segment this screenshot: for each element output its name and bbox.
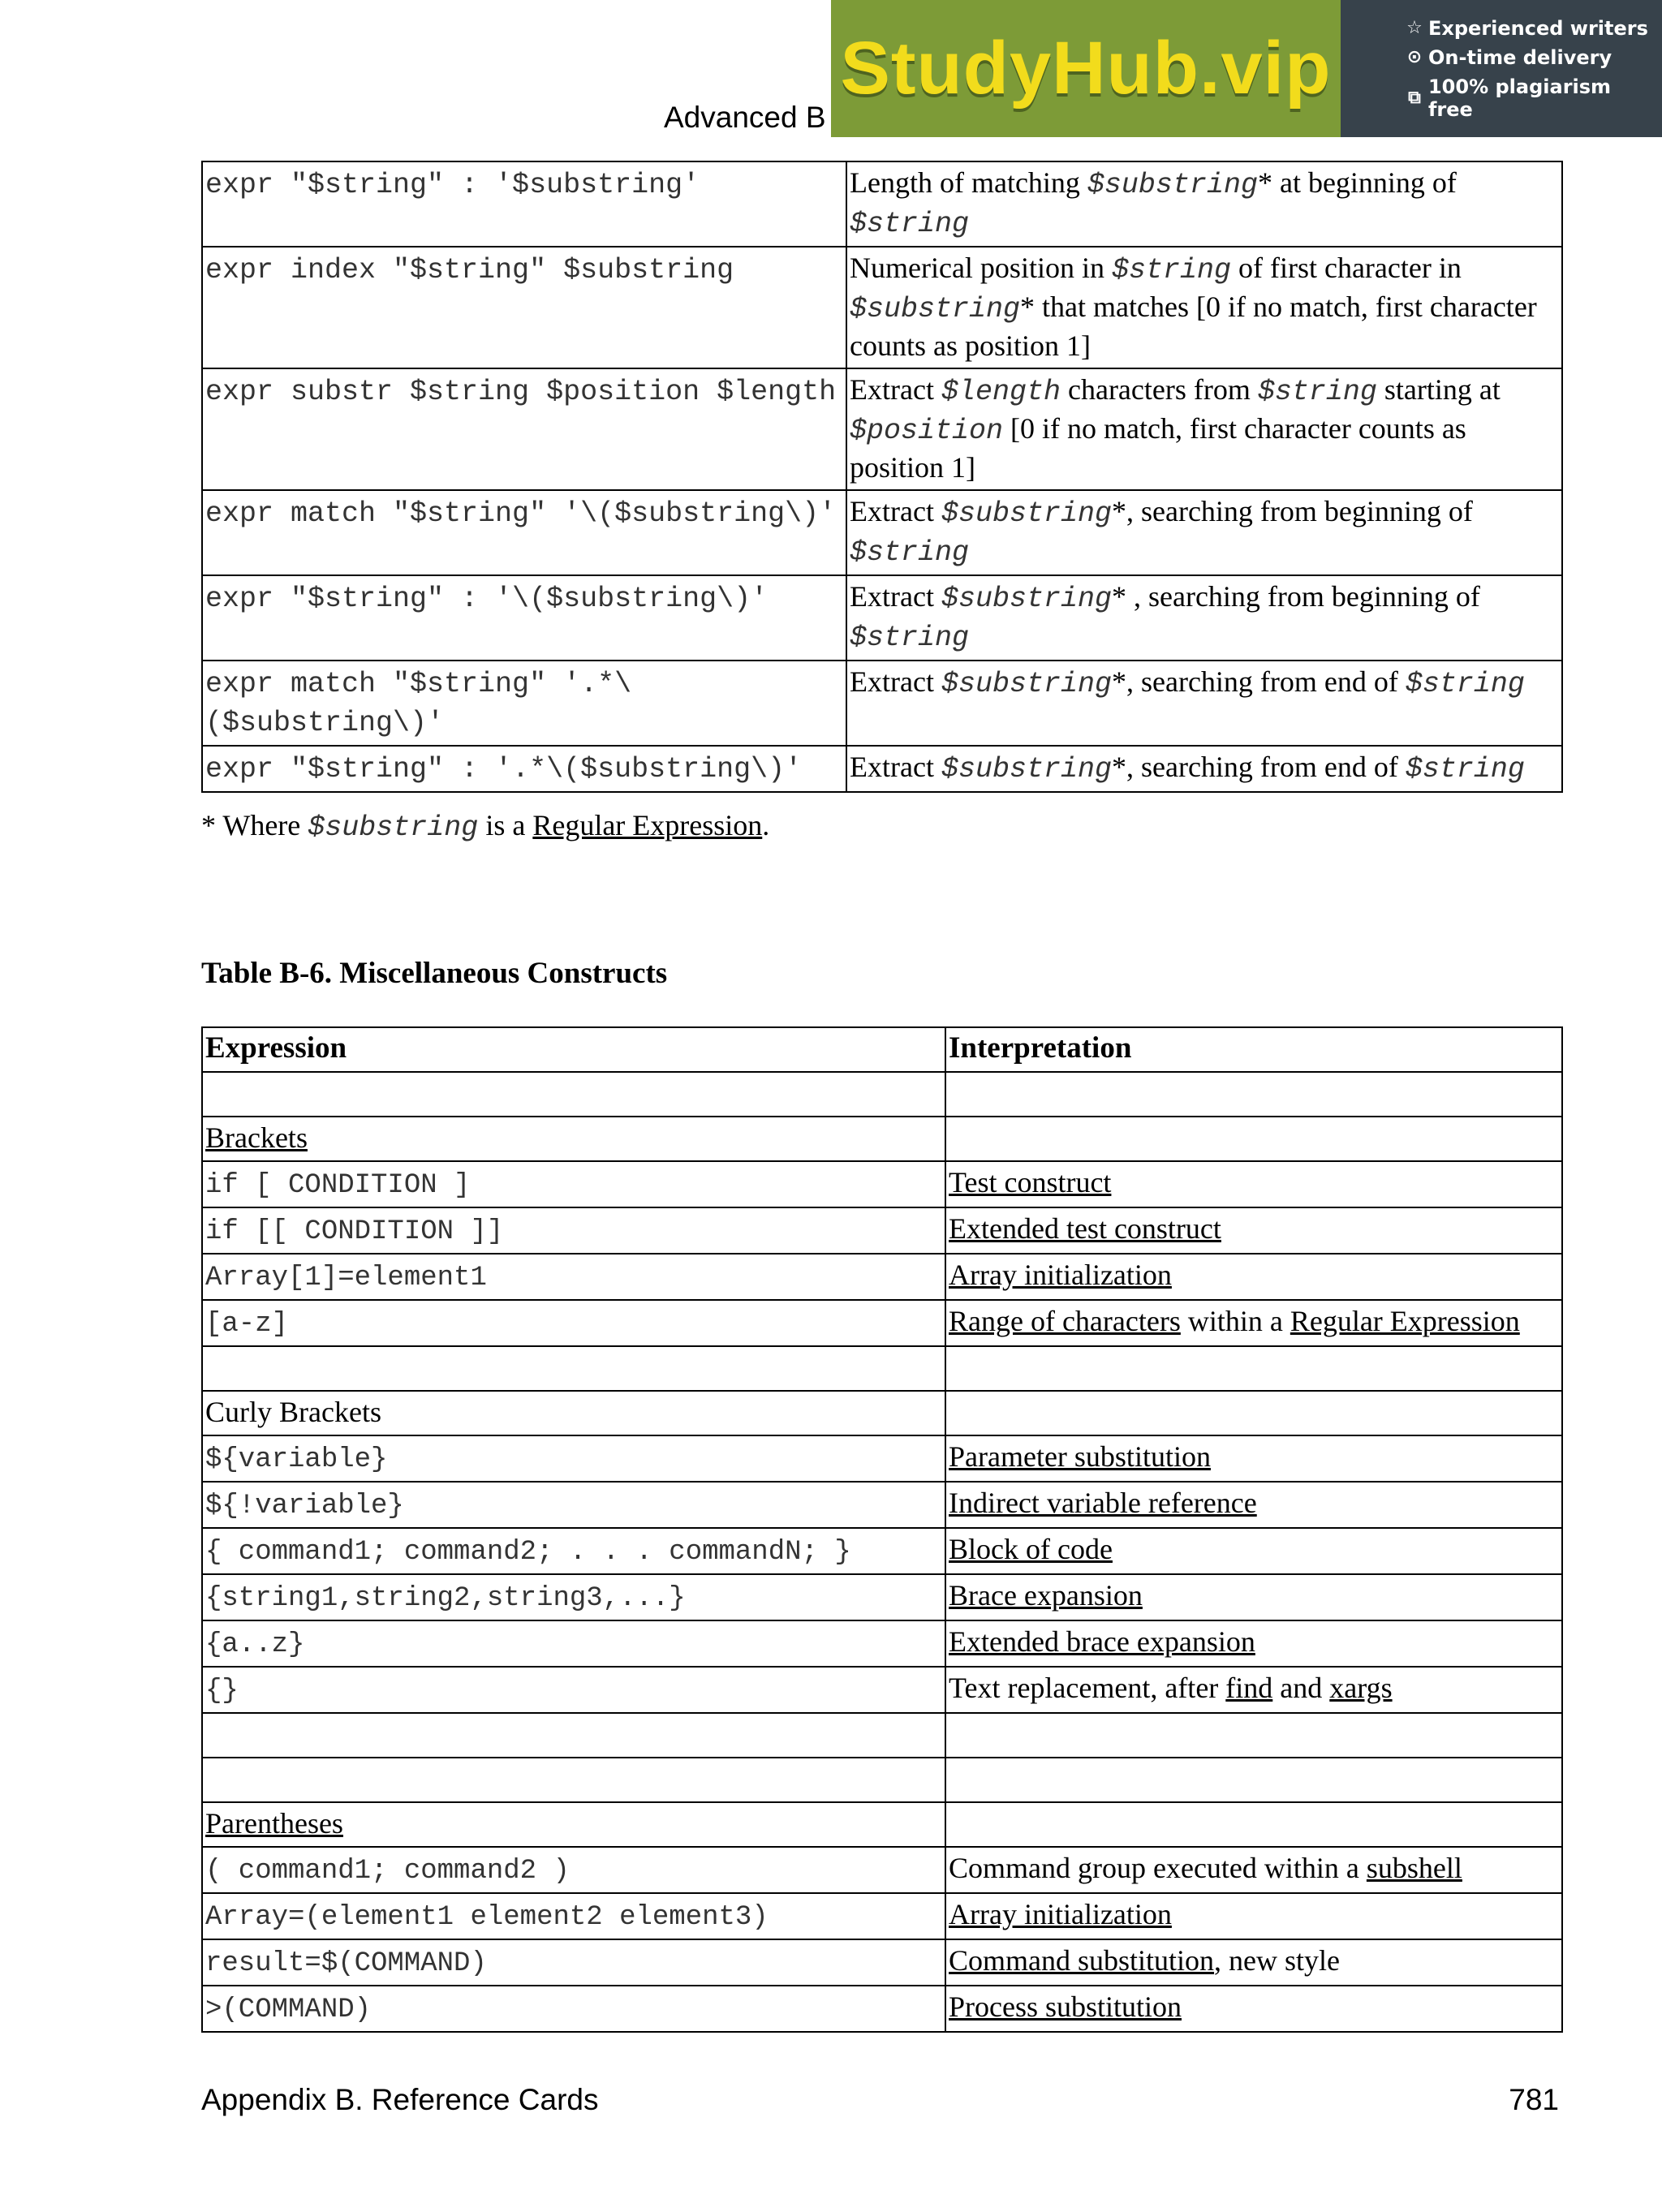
text-fragment: Extract [850,665,941,698]
misc-constructs-table [201,1026,1563,2033]
table-row [202,575,1562,661]
banner-features [1341,0,1662,137]
table-row [202,1713,1562,1758]
interpretation-cell [945,1391,1562,1435]
expression-cell [202,1528,945,1574]
table-row [202,1117,1562,1161]
variable-name: $string [850,622,970,654]
text-fragment: *, searching from beginning of [1112,495,1473,527]
interpretation-cell [945,1802,1562,1847]
interpretation-cell [945,1847,1562,1893]
expression-cell [202,1847,945,1893]
banner-feature [1406,75,1662,121]
link-process-substitution[interactable]: Process substitution [949,1990,1182,2023]
code-expression: if [[ CONDITION ]] [205,1216,504,1247]
code-expression: ${!variable} [205,1491,404,1521]
interpretation-cell [945,1758,1562,1802]
string-operations-table [201,161,1563,793]
banner-feature [1406,17,1662,40]
text-fragment: characters from [1060,373,1258,406]
banner-feature-text: On-time delivery [1428,45,1612,69]
banner-logo-area[interactable] [831,0,1341,137]
table-b6-title: Table B-6. Miscellaneous Constructs [201,957,668,990]
code-expression: Array=(element1 element2 element3) [205,1902,769,1933]
description-cell [846,661,1562,746]
interpretation-cell [945,1161,1562,1207]
table-row [202,247,1562,368]
text-fragment: Curly Brackets [205,1396,381,1428]
table-row [202,1528,1562,1574]
text-fragment: * , searching from beginning of [1112,580,1480,613]
variable-name: $substring [941,583,1112,615]
text-fragment: *, searching from end of [1112,665,1406,698]
expression-cell [202,1802,945,1847]
link-extended-brace-expansion[interactable]: Extended brace expansion [949,1625,1255,1658]
link-regular-expression[interactable]: Regular Expression [1290,1305,1520,1337]
expression-cell [202,1391,945,1435]
table-row [202,1391,1562,1435]
banner-feature [1406,46,1662,69]
expression-cell [202,661,846,746]
code-expression: expr index "$string" $substring [205,254,734,286]
column-header-interpretation: Interpretation [945,1027,1562,1072]
expression-cell [202,490,846,575]
link-range-of-characters[interactable]: Range of characters [949,1305,1181,1337]
expression-cell [202,1939,945,1986]
expression-cell [202,1207,945,1254]
expression-cell [202,1667,945,1713]
table-row [202,746,1562,792]
studyhub-banner[interactable] [831,0,1662,137]
interpretation-cell [945,1072,1562,1117]
variable-name: $string [850,208,970,240]
footer-chapter: Appendix B. Reference Cards [201,2083,599,2116]
text-fragment: Extract [850,495,941,527]
table-row [202,1758,1562,1802]
table-row [202,1847,1562,1893]
text-fragment: and [1272,1672,1330,1704]
link-parameter-substitution[interactable]: Parameter substitution [949,1440,1211,1473]
table-row [202,1435,1562,1482]
interpretation-cell [945,1528,1562,1574]
description-cell [846,368,1562,490]
table-row [202,161,1562,247]
expression-cell [202,247,846,368]
code-expression: expr "$string" : '.*\($substring\)' [205,753,803,785]
code-expression: ${variable} [205,1444,388,1475]
table-row [202,1207,1562,1254]
text-fragment: [0 if no match, first character counts as position 1] [850,412,1466,484]
variable-name: $string [1405,668,1525,700]
code-expression: >(COMMAND) [205,1995,372,2025]
code-expression: if [ CONDITION ] [205,1170,471,1201]
studyhub-logo[interactable]: StudyHub.vip [840,27,1332,110]
text-fragment: is a [478,809,533,841]
link-command-substitution[interactable]: Command substitution [949,1944,1215,1977]
code-expression: expr "$string" : '\($substring\)' [205,583,769,615]
interpretation-cell [945,1300,1562,1346]
link-extended-test-construct[interactable]: Extended test construct [949,1212,1221,1245]
table-row [202,1482,1562,1528]
expression-cell [202,368,846,490]
link-indirect-variable-reference[interactable]: Indirect variable reference [949,1487,1257,1519]
link-test-construct[interactable]: Test construct [949,1166,1112,1199]
variable-name: $substring [941,753,1112,785]
description-cell [846,575,1562,661]
expression-cell [202,1161,945,1207]
table-row [202,1620,1562,1667]
code-expression: [a-z] [205,1309,289,1340]
text-fragment: starting at [1376,373,1501,406]
table-row [202,1667,1562,1713]
variable-name: $length [941,376,1061,408]
variable-name: $substring [308,811,479,844]
text-fragment: * at beginning of [1257,166,1457,199]
page-number: 781 [1509,2083,1559,2116]
variable-name: $substring [941,497,1112,530]
code-expression: expr match "$string" '\($substring\)' [205,497,837,530]
expression-cell [202,1072,945,1117]
table-row [202,1254,1562,1300]
expression-cell [202,1254,945,1300]
table-row [202,368,1562,490]
table-row [202,1893,1562,1939]
interpretation-cell [945,1117,1562,1161]
link-parentheses[interactable]: Parentheses [205,1807,343,1840]
expression-cell [202,1117,945,1161]
code-expression: result=$(COMMAND) [205,1948,487,1979]
text-fragment: * that matches [0 if no match, first character counts as position 1] [850,290,1537,362]
code-expression: ( command1; command2 ) [205,1856,570,1887]
text-fragment: Extract [850,751,941,783]
variable-name: $substring [941,668,1112,700]
interpretation-cell [945,1574,1562,1620]
interpretation-cell [945,1346,1562,1391]
expression-cell [202,1574,945,1620]
expression-cell [202,1435,945,1482]
interpretation-cell [945,1893,1562,1939]
expression-cell [202,575,846,661]
variable-name: $position [850,415,1004,447]
star-icon: ☆ [1406,18,1423,38]
description-cell [846,746,1562,792]
link-array-initialization[interactable]: Array initialization [949,1898,1172,1930]
code-expression: Array[1]=element1 [205,1263,487,1293]
text-fragment: Numerical position in [850,252,1112,284]
code-expression: expr substr $string $position $length [205,376,837,408]
table-row [202,1939,1562,1986]
expression-cell [202,1713,945,1758]
interpretation-cell [945,1435,1562,1482]
variable-name: $string [1257,376,1377,408]
variable-name: $substring [1087,169,1258,201]
interpretation-cell [945,1667,1562,1713]
interpretation-cell [945,1482,1562,1528]
expression-cell [202,1893,945,1939]
text-fragment: Length of matching [850,166,1087,199]
variable-name: $string [1111,254,1231,286]
code-expression: expr match "$string" '.*\($substring\)' [205,668,632,739]
code-expression: {string1,string2,string3,...} [205,1583,686,1614]
clock-icon: ⊙ [1406,47,1423,67]
link-subshell[interactable]: subshell [1366,1852,1462,1884]
description-cell [846,161,1562,247]
banner-feature-text: Experienced writers [1428,16,1648,40]
interpretation-cell [945,1207,1562,1254]
banner-feature-text: 100% plagiarism free [1427,75,1612,121]
expression-cell [202,1620,945,1667]
text-fragment: . [762,809,770,841]
text-fragment: of first character in [1230,252,1462,284]
text-fragment: Extract [850,373,941,406]
interpretation-cell [945,1939,1562,1986]
expression-cell [202,746,846,792]
code-expression: {a..z} [205,1629,305,1660]
table-row [202,1802,1562,1847]
interpretation-cell [945,1620,1562,1667]
running-header: Advanced B [664,101,826,134]
description-cell [846,490,1562,575]
interpretation-cell [945,1986,1562,2032]
code-expression: { command1; command2; . . . commandN; } [205,1537,851,1568]
expression-cell [202,1758,945,1802]
link-brace-expansion[interactable]: Brace expansion [949,1579,1143,1612]
table-row [202,1574,1562,1620]
text-fragment: *, searching from end of [1112,751,1406,783]
link-find[interactable]: find [1225,1672,1273,1704]
code-expression: expr "$string" : '$substring' [205,169,700,201]
link-array-initialization[interactable]: Array initialization [949,1259,1172,1291]
expression-cell [202,1482,945,1528]
link-xargs[interactable]: xargs [1329,1672,1393,1704]
table-row [202,490,1562,575]
text-fragment: Text replacement, after [949,1672,1226,1704]
text-fragment: , new style [1214,1944,1340,1977]
link-regular-expression[interactable]: Regular Expression [532,809,763,841]
table-header-row [202,1027,1562,1072]
variable-name: $string [1405,753,1525,785]
variable-name: $string [850,536,970,569]
interpretation-cell [945,1254,1562,1300]
link-brackets[interactable]: Brackets [205,1121,308,1154]
table-row [202,1300,1562,1346]
text-fragment: Extract [850,580,941,613]
text-fragment: within a [1180,1305,1290,1337]
table-row [202,1161,1562,1207]
table-row [202,661,1562,746]
expression-cell [202,1986,945,2032]
table-row [202,1346,1562,1391]
table-footnote [201,808,769,844]
expression-cell [202,1300,945,1346]
text-fragment: * Where [201,809,308,841]
table-row [202,1986,1562,2032]
table-row [202,1072,1562,1117]
column-header-expression: Expression [202,1027,945,1072]
description-cell [846,247,1562,368]
code-expression: {} [205,1676,239,1706]
expression-cell [202,1346,945,1391]
copy-icon: ⧉ [1408,88,1421,108]
variable-name: $substring [850,293,1021,325]
link-block-of-code[interactable]: Block of code [949,1533,1113,1565]
expression-cell [202,161,846,247]
text-fragment: Command group executed within a [949,1852,1367,1884]
interpretation-cell [945,1713,1562,1758]
